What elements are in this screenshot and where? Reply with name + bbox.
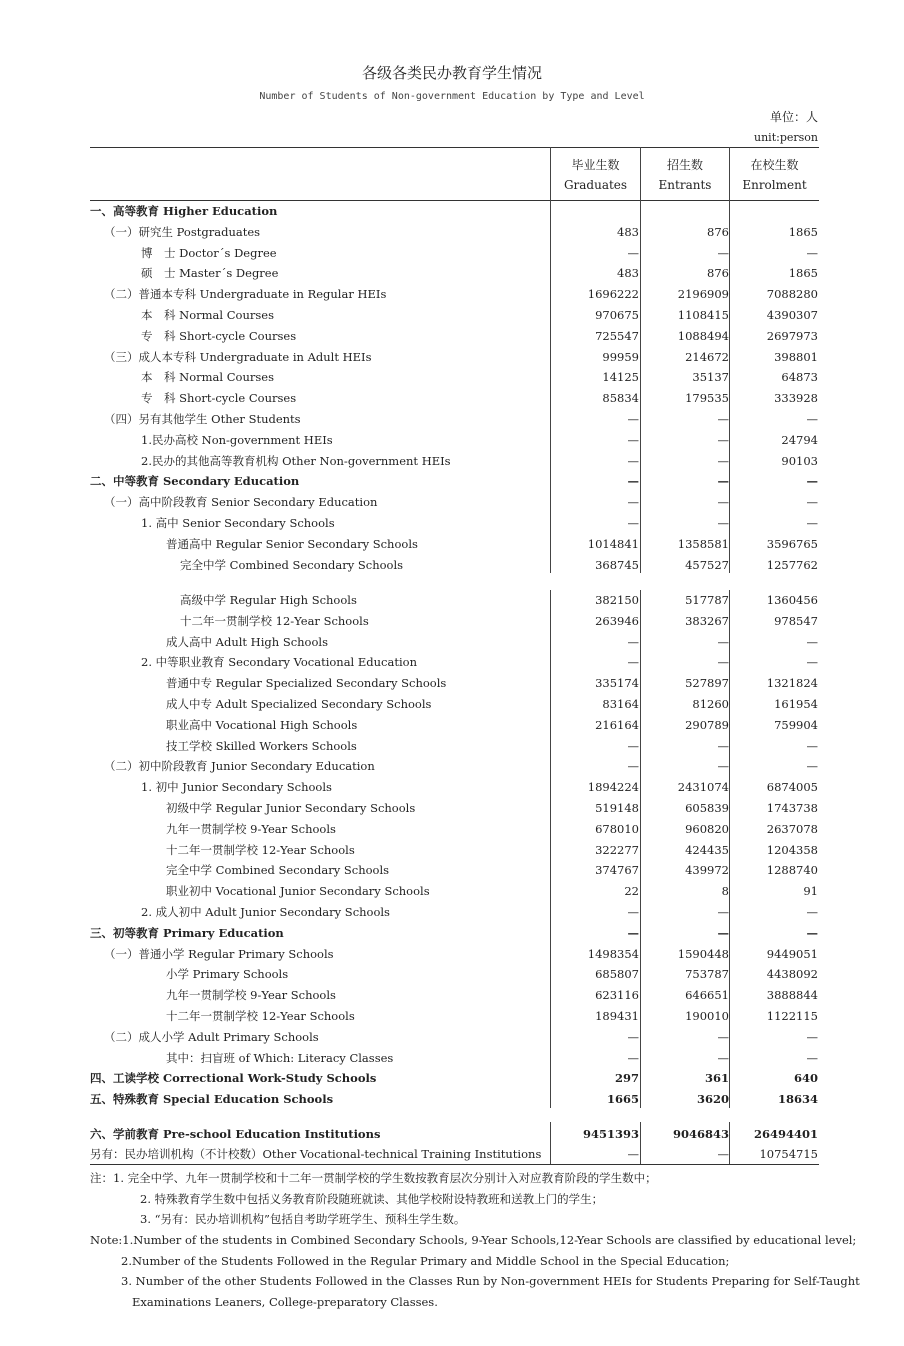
column-header-en: Entrants [658, 178, 712, 192]
table-row [0, 715, 904, 735]
cell-enrolment: 90103 [781, 453, 818, 468]
cell-graduates: 216164 [595, 717, 639, 732]
cell-entrants: 214672 [685, 349, 729, 364]
table-row [0, 985, 904, 1005]
cell-enrolment: 640 [793, 1071, 818, 1086]
row-label: 普通高中 Regular Senior Secondary Schools [166, 536, 418, 551]
table-row [0, 819, 904, 839]
cell-enrolment: — [806, 759, 818, 774]
cell-enrolment: 24794 [781, 432, 818, 447]
cell-enrolment: — [806, 412, 818, 426]
cell-graduates: 1696222 [587, 287, 639, 302]
table-row [0, 1124, 904, 1144]
note-3: 3. “另有：民办培训机构”包括自考助学班学生、预科生学生数。 [140, 1212, 466, 1226]
row-label: （二）初中阶段教育 Junior Secondary Education [104, 759, 375, 774]
row-label: 本 科 Normal Courses [141, 308, 274, 322]
cell-entrants: 190010 [685, 1009, 729, 1023]
table-row [0, 652, 904, 672]
cell-entrants: 2196909 [677, 287, 729, 302]
cell-entrants: 646651 [685, 988, 729, 1003]
table-row [0, 388, 904, 408]
cell-enrolment: 4390307 [766, 308, 818, 322]
cell-graduates: 483 [617, 224, 639, 239]
row-label: 2.民办的其他高等教育机构 Other Non-government HEIs [141, 453, 451, 468]
cell-enrolment: 6874005 [766, 780, 818, 795]
column-header-enrolment [730, 155, 819, 195]
cell-entrants: 1358581 [677, 536, 729, 551]
table-row [0, 471, 904, 491]
table-row [0, 1144, 904, 1164]
cell-entrants: 2431074 [677, 780, 729, 795]
cell-graduates: — [627, 1147, 639, 1161]
cell-entrants: 8 [721, 884, 729, 899]
row-label: 成人中专 Adult Specialized Secondary Schools [166, 697, 432, 711]
cell-graduates: 1014841 [587, 536, 639, 551]
cell-entrants: — [717, 1147, 729, 1161]
table-row [0, 1068, 904, 1088]
cell-entrants: 527897 [685, 676, 729, 691]
note-en-2: 2.Number of the Students Followed in the Regular Primary and Middle School in the Special Education; [121, 1254, 730, 1268]
row-label: 初级中学 Regular Junior Secondary Schools [166, 801, 416, 815]
row-label: 1.民办高校 Non-government HEIs [141, 432, 333, 447]
cell-graduates: 85834 [602, 391, 639, 406]
cell-enrolment: 1288740 [766, 863, 818, 878]
table-row [0, 632, 904, 652]
column-header-graduates [551, 155, 640, 195]
cell-enrolment: 10754715 [759, 1147, 818, 1161]
row-label: （三）成人本专科 Undergraduate in Adult HEIs [104, 349, 372, 364]
cell-enrolment: 26494401 [753, 1127, 818, 1141]
cell-entrants: 605839 [685, 801, 729, 815]
cell-graduates: 483 [617, 266, 639, 281]
cell-entrants: 960820 [685, 821, 729, 836]
row-label: 其中：扫盲班 of Which: Literacy Classes [166, 1050, 394, 1065]
cell-enrolment: 1257762 [766, 557, 818, 572]
column-header-cn: 招生数 [666, 158, 703, 172]
table-top-rule [90, 147, 819, 148]
table-row [0, 534, 904, 554]
cell-enrolment: 2637078 [766, 821, 818, 836]
row-label: 小学 Primary Schools [166, 967, 289, 982]
table-row [0, 243, 904, 263]
cell-enrolment: 1865 [788, 266, 818, 281]
cell-graduates: — [627, 738, 639, 753]
table-row [0, 964, 904, 984]
row-label: 五、特殊教育 Special Education Schools [90, 1092, 334, 1107]
cell-enrolment: 7088280 [766, 287, 818, 302]
cell-graduates: 297 [614, 1071, 639, 1086]
cell-entrants: 1108415 [677, 308, 729, 322]
row-label: 本 科 Normal Courses [141, 370, 274, 385]
column-header-cn: 在校生数 [750, 158, 799, 172]
row-label: （一）高中阶段教育 Senior Secondary Education [104, 495, 378, 510]
unit-label-en: unit:person [754, 131, 818, 144]
table-row [0, 881, 904, 901]
table-row [0, 326, 904, 346]
cell-graduates: — [627, 634, 639, 649]
row-label: 十二年一贯制学校 12-Year Schools [166, 842, 355, 857]
cell-entrants: — [717, 759, 729, 774]
note-en-1: Note:1.Number of the students in Combined Secondary Schools, 9-Year Schools,12-Year Schools are classified by educational level; [90, 1233, 857, 1247]
cell-graduates: — [627, 412, 639, 426]
table-row [0, 555, 904, 575]
row-label: 专 科 Short-cycle Courses [141, 391, 297, 406]
cell-enrolment: 1204358 [766, 842, 818, 857]
row-label: 六、学前教育 Pre-school Education Institutions [90, 1127, 381, 1141]
cell-graduates: 1894224 [587, 780, 639, 795]
cell-enrolment: — [806, 738, 818, 753]
cell-enrolment: 1743738 [766, 801, 818, 815]
table-row [0, 1048, 904, 1068]
cell-graduates: 14125 [602, 370, 639, 385]
cell-enrolment: 1360456 [766, 593, 818, 607]
note-en-3-cont: Examinations Leaners, College-preparatory Classes. [132, 1295, 438, 1309]
cell-graduates: 83164 [602, 697, 639, 711]
cell-enrolment: 161954 [774, 697, 818, 711]
cell-enrolment: 398801 [774, 349, 818, 364]
cell-graduates: — [627, 1029, 639, 1044]
cell-entrants: — [717, 634, 729, 649]
note-2: 2. 特殊教育学生数中包括义务教育阶段随班就读、其他学校附设特教班和送教上门的学生； [140, 1192, 604, 1206]
column-header-en: Graduates [563, 178, 628, 192]
cell-entrants: 457527 [685, 557, 729, 572]
cell-entrants: 1590448 [677, 946, 729, 961]
table-row [0, 673, 904, 693]
cell-enrolment: 759904 [774, 717, 818, 732]
table-row [0, 451, 904, 471]
cell-enrolment: — [806, 474, 818, 489]
row-label: 专 科 Short-cycle Courses [141, 328, 297, 343]
row-label: 成人高中 Adult High Schools [166, 634, 328, 649]
cell-entrants: — [717, 905, 729, 919]
cell-graduates: — [627, 1050, 639, 1065]
cell-graduates: — [627, 905, 639, 919]
cell-graduates: — [627, 759, 639, 774]
cell-graduates: 263946 [595, 613, 639, 628]
cell-entrants: 290789 [685, 717, 729, 732]
cell-entrants: — [717, 495, 729, 510]
table-row [0, 590, 904, 610]
cell-enrolment: — [806, 925, 818, 940]
row-label: （二）成人小学 Adult Primary Schools [104, 1029, 319, 1044]
row-label: 1. 初中 Junior Secondary Schools [141, 780, 332, 795]
cell-entrants: — [717, 474, 729, 489]
cell-graduates: — [627, 474, 639, 489]
table-row [0, 222, 904, 242]
table-row [0, 736, 904, 756]
cell-graduates: 970675 [595, 308, 639, 322]
table-row [0, 409, 904, 429]
row-label: 高级中学 Regular High Schools [180, 593, 357, 607]
cell-enrolment: 978547 [774, 613, 818, 628]
cell-enrolment: 91 [803, 884, 818, 899]
cell-enrolment: — [806, 634, 818, 649]
row-label: （二）普通本专科 Undergraduate in Regular HEIs [104, 287, 387, 302]
table-row [0, 201, 904, 221]
cell-entrants: 424435 [685, 842, 729, 857]
cell-enrolment: — [806, 516, 818, 530]
cell-enrolment: — [806, 905, 818, 919]
cell-entrants: 876 [707, 266, 729, 281]
table-row [0, 860, 904, 880]
cell-enrolment: 333928 [774, 391, 818, 406]
cell-entrants: 35137 [692, 370, 729, 385]
row-label: 十二年一贯制学校 12-Year Schools [180, 613, 369, 628]
page-title: 各级各类民办教育学生情况 [361, 64, 542, 82]
row-label: 完全中学 Combined Secondary Schools [166, 863, 390, 878]
cell-graduates: — [627, 655, 639, 670]
cell-enrolment: 9449051 [766, 946, 818, 961]
cell-entrants: 3620 [696, 1092, 729, 1107]
cell-graduates: — [627, 925, 639, 940]
cell-entrants: — [717, 453, 729, 468]
table-row [0, 944, 904, 964]
cell-enrolment: 1122115 [766, 1009, 818, 1023]
row-label: 硕 士 Master´s Degree [141, 266, 279, 281]
cell-graduates: 335174 [595, 676, 639, 691]
cell-entrants: — [717, 516, 729, 530]
table-row [0, 513, 904, 533]
cell-entrants: — [717, 245, 729, 260]
cell-enrolment: 18634 [777, 1092, 818, 1107]
cell-enrolment: — [806, 245, 818, 260]
cell-entrants: 9046843 [672, 1127, 729, 1141]
table-row [0, 1089, 904, 1109]
cell-graduates: 623116 [595, 988, 639, 1003]
cell-enrolment: 3596765 [766, 536, 818, 551]
row-label: 技工学校 Skilled Workers Schools [166, 738, 357, 753]
table-row [0, 694, 904, 714]
cell-entrants: — [717, 738, 729, 753]
cell-enrolment: — [806, 1050, 818, 1065]
cell-graduates: 1665 [606, 1092, 639, 1107]
row-label: 十二年一贯制学校 12-Year Schools [166, 1009, 355, 1023]
table-row [0, 798, 904, 818]
cell-entrants: — [717, 412, 729, 426]
table-row [0, 923, 904, 943]
row-label: 普通中专 Regular Specialized Secondary Schools [166, 676, 447, 691]
cell-entrants: 517787 [685, 593, 729, 607]
cell-graduates: 9451393 [582, 1127, 639, 1141]
cell-graduates: — [627, 516, 639, 530]
cell-entrants: — [717, 1029, 729, 1044]
cell-graduates: — [627, 432, 639, 447]
cell-graduates: 189431 [595, 1009, 639, 1023]
table-row [0, 611, 904, 631]
row-label: 2. 中等职业教育 Secondary Vocational Education [141, 655, 417, 670]
cell-graduates: 22 [624, 884, 639, 899]
column-header-entrants [641, 155, 729, 195]
row-label: （一）研究生 Postgraduates [104, 224, 261, 239]
row-label: 职业高中 Vocational High Schools [166, 717, 358, 732]
cell-graduates: 99959 [602, 349, 639, 364]
unit-label-cn: 单位：人 [769, 110, 818, 124]
row-label: 博 士 Doctor´s Degree [141, 245, 277, 260]
cell-enrolment: 2697973 [766, 328, 818, 343]
table-row [0, 347, 904, 367]
table-row [0, 1006, 904, 1026]
cell-entrants: 361 [704, 1071, 729, 1086]
cell-entrants: — [717, 1050, 729, 1065]
cell-graduates: — [627, 453, 639, 468]
row-label: （四）另有其他学生 Other Students [104, 412, 301, 426]
table-row [0, 305, 904, 325]
column-header-en: Enrolment [742, 178, 807, 192]
cell-graduates: 374767 [595, 863, 639, 878]
table-bottom-rule [90, 1164, 819, 1165]
table-row [0, 902, 904, 922]
cell-graduates: 519148 [595, 801, 639, 815]
cell-graduates: 685807 [595, 967, 639, 982]
cell-entrants: 753787 [685, 967, 729, 982]
table-row [0, 263, 904, 283]
table-row [0, 492, 904, 512]
row-label: 四、工读学校 Correctional Work-Study Schools [90, 1071, 377, 1086]
table-row [0, 1027, 904, 1047]
cell-enrolment: — [806, 655, 818, 670]
row-label: 九年一贯制学校 9-Year Schools [166, 821, 336, 836]
cell-enrolment: 64873 [781, 370, 818, 385]
cell-entrants: 439972 [685, 863, 729, 878]
cell-graduates: 725547 [595, 328, 639, 343]
cell-entrants: — [717, 925, 729, 940]
cell-enrolment: 1865 [788, 224, 818, 239]
row-label: 三、初等教育 Primary Education [90, 925, 284, 940]
cell-graduates: — [627, 495, 639, 510]
cell-enrolment: 1321824 [766, 676, 818, 691]
table-row [0, 367, 904, 387]
row-label: （一）普通小学 Regular Primary Schools [104, 946, 334, 961]
cell-entrants: 179535 [685, 391, 729, 406]
row-label: 职业初中 Vocational Junior Secondary Schools [166, 884, 430, 899]
cell-enrolment: 3888844 [766, 988, 818, 1003]
note-en-3: 3. Number of the other Students Followed in the Classes Run by Non-government HEIs for Students Preparing for Self-Taught [121, 1274, 860, 1288]
row-label: 另有：民办培训机构（不计校数）Other Vocational-technical Training Institutions [90, 1147, 542, 1161]
cell-graduates: 322277 [595, 842, 639, 857]
table-row [0, 756, 904, 776]
cell-entrants: 81260 [692, 697, 729, 711]
cell-entrants: 383267 [685, 613, 729, 628]
table-row [0, 284, 904, 304]
cell-enrolment: — [806, 495, 818, 510]
note-1: 注：1. 完全中学、九年一贯制学校和十二年一贯制学校的学生数按教育层次分别计入对应教育阶段的学生数中； [90, 1171, 657, 1185]
row-label: 九年一贯制学校 9-Year Schools [166, 988, 336, 1003]
cell-entrants: — [717, 432, 729, 447]
cell-enrolment: 4438092 [766, 967, 818, 982]
cell-graduates: 678010 [595, 821, 639, 836]
cell-enrolment: — [806, 1029, 818, 1044]
cell-entrants: — [717, 655, 729, 670]
column-header-cn: 毕业生数 [571, 158, 620, 172]
cell-graduates: 1498354 [587, 946, 639, 961]
cell-entrants: 876 [707, 224, 729, 239]
page-subtitle: Number of Students of Non-government Education by Type and Level [259, 91, 645, 102]
row-label: 完全中学 Combined Secondary Schools [180, 557, 404, 572]
row-label: 一、高等教育 Higher Education [90, 204, 278, 218]
cell-graduates: — [627, 245, 639, 260]
row-label: 1. 高中 Senior Secondary Schools [141, 516, 335, 530]
table-row [0, 430, 904, 450]
row-label: 二、中等教育 Secondary Education [90, 474, 300, 489]
table-row [0, 840, 904, 860]
row-label: 2. 成人初中 Adult Junior Secondary Schools [141, 905, 390, 919]
cell-entrants: 1088494 [677, 328, 729, 343]
table-row [0, 777, 904, 797]
cell-graduates: 368745 [595, 557, 639, 572]
cell-graduates: 382150 [595, 593, 639, 607]
